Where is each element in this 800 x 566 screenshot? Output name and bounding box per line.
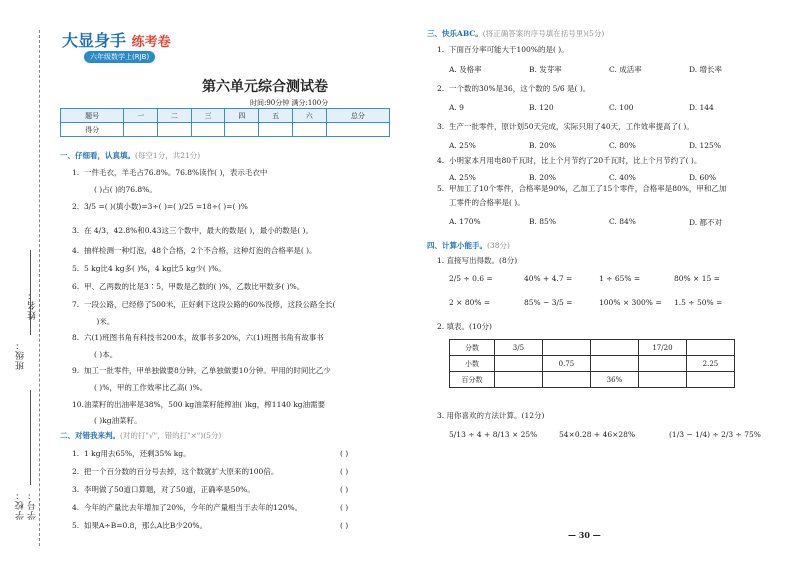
section-3-title: 三、快乐ABC。(将正确答案的序号填在括号里)(5分) xyxy=(427,29,605,38)
choice-option[interactable]: C. 40% xyxy=(609,173,636,182)
question-text: 在 4/3，42.8%和0.43这三个数中，最大的数是( )，最小的数是( )。 xyxy=(84,226,313,235)
question-text: 六(1)班图书角有科技书200本，故事书多20%，六(1)班图书角有故事书 xyxy=(84,333,324,342)
judge-question xyxy=(72,503,302,513)
judge-question xyxy=(72,521,207,531)
table-cell[interactable] xyxy=(542,340,590,356)
question-text: 今年的产量比去年增加了20%，今年的产量相当于去年的120%。 xyxy=(84,503,303,512)
exam-meta: 时间:90分钟 满分:100分 xyxy=(250,99,329,107)
question-text: 如果A÷B=0.8，那么A比B少20%。 xyxy=(84,521,208,530)
score-header: 五 xyxy=(259,109,293,123)
judge-question xyxy=(72,485,255,495)
fill-question xyxy=(82,185,157,195)
question-text: 甲加工了10个零件，合格率是90%，乙加工了15个零件，合格率是80%，甲和乙加 xyxy=(449,184,727,193)
fill-question xyxy=(72,366,331,376)
fill-question xyxy=(72,400,325,410)
question-number: 10. xyxy=(72,400,84,409)
question-number: 9. xyxy=(72,366,80,375)
question-text: 加工一批零件，甲单独做要8分钟，乙单独做要10分钟。甲用的时间比乙少 xyxy=(84,366,331,375)
id-label: 学号： xyxy=(28,490,38,520)
choice-option[interactable]: D. 144 xyxy=(689,103,714,112)
question-text: ( )本。 xyxy=(94,350,118,359)
choice-option[interactable]: D. 60% xyxy=(689,173,717,182)
score-header: 六 xyxy=(292,109,326,123)
question-number: 4. xyxy=(437,156,445,165)
question-text: 3/5 =( )(填小数)=3÷( )=( )/25 =18÷( )=( )% xyxy=(84,202,248,211)
table-cell[interactable] xyxy=(542,372,590,388)
calc-item: 1 ÷ 65% = xyxy=(599,274,641,283)
table-cell[interactable]: 17/20 xyxy=(638,340,686,356)
fill-question xyxy=(72,168,267,178)
answer-paren[interactable]: ( ) xyxy=(340,449,349,458)
table-cell[interactable] xyxy=(494,372,542,388)
conversion-table xyxy=(449,339,735,388)
table-cell[interactable]: 3/5 xyxy=(494,340,542,356)
table-cell[interactable] xyxy=(494,356,542,372)
score-cell[interactable] xyxy=(124,123,158,137)
table-cell[interactable]: 36% xyxy=(590,372,638,388)
question-number: 8. xyxy=(72,333,80,342)
choice-option[interactable]: C. 84% xyxy=(609,217,636,226)
section-4-title: 四、计算小能手。(38分) xyxy=(427,241,510,250)
question-number: 6. xyxy=(72,282,80,291)
choice-question xyxy=(437,84,590,94)
fill-question xyxy=(72,333,324,343)
question-number: 7. xyxy=(72,300,80,309)
score-cell[interactable] xyxy=(326,123,389,137)
choice-option[interactable]: D. 都不对 xyxy=(689,218,723,227)
question-text: 把一个百分数的百分号去掉，这个数就扩大原来的100倍。 xyxy=(84,467,279,476)
question-number: 4. xyxy=(72,503,80,512)
calc-expression: 54×0.28 + 46×28% xyxy=(559,430,636,439)
choice-option[interactable]: A. 及格率 xyxy=(449,65,482,74)
calc-q1: 1. 直接写出得数。(8分) xyxy=(437,256,518,265)
table-cell[interactable]: 0.75 xyxy=(542,356,590,372)
question-text: 生产一批零件，原计划50天完成，实际只用了40天，工作效率提高了( )。 xyxy=(449,122,694,131)
question-number: 2. xyxy=(437,84,445,93)
question-text: 5 kg比4 kg多( )%，4 kg比5 kg少( )%。 xyxy=(84,264,226,273)
question-text: 下面百分率可能大于100%的是( )。 xyxy=(449,45,569,54)
judge-question xyxy=(72,449,191,459)
question-number: 2. xyxy=(72,467,80,476)
question-text: 一件毛衣，羊毛占76.8%。76.8%读作( )，表示毛衣中 xyxy=(84,168,268,177)
fill-question xyxy=(72,202,248,212)
calc-expression: (1/3 − 1/4) ÷ 2/3 ÷ 75% xyxy=(669,430,761,439)
question-continued: 工零件的合格率是( )。 xyxy=(449,198,525,207)
brand-subtitle: 六年级数学上(RJB) xyxy=(84,51,155,63)
calc-item: 100% × 300% = xyxy=(599,298,662,307)
table-cell[interactable] xyxy=(686,372,734,388)
name-label: 姓名： xyxy=(28,290,38,320)
table-cell[interactable] xyxy=(590,340,638,356)
score-header: 题号 xyxy=(61,109,124,123)
answer-paren[interactable]: ( ) xyxy=(340,467,349,476)
question-text: )米。 xyxy=(94,317,115,326)
table-cell[interactable]: 2.25 xyxy=(686,356,734,372)
choice-question xyxy=(437,156,701,166)
score-table xyxy=(60,108,390,137)
calc-item: 40% + 4.7 = xyxy=(524,274,573,283)
fill-question xyxy=(72,246,317,256)
choice-option[interactable]: A. 9 xyxy=(449,103,464,112)
choice-option[interactable]: B. 85% xyxy=(529,217,556,226)
question-text: 一个数的30%是36，这个数的 5/6 是( )。 xyxy=(449,84,591,93)
fill-question xyxy=(72,226,313,236)
question-number: 1. xyxy=(72,449,80,458)
cut-line xyxy=(39,30,40,546)
school-field[interactable] xyxy=(30,390,31,485)
table-row-label: 百分数 xyxy=(450,372,495,388)
question-number: 1. xyxy=(437,45,445,54)
question-number: 5. xyxy=(72,264,80,273)
table-row-label: 分数 xyxy=(450,340,495,356)
table-cell[interactable] xyxy=(686,340,734,356)
choice-question xyxy=(437,45,569,55)
choice-option[interactable]: A. 170% xyxy=(449,217,481,226)
fill-question xyxy=(72,300,335,310)
calc-q3: 3. 用你喜欢的方法计算。(12分) xyxy=(437,411,545,420)
calc-item: 2/5 ÷ 0.6 = xyxy=(449,274,493,283)
question-text: 一段公路，已经修了500米，正好剩下这段公路的60%没修，这段公路全长( xyxy=(84,300,336,309)
score-header: 三 xyxy=(191,109,225,123)
choice-option[interactable]: A. 25% xyxy=(449,173,476,182)
choice-option[interactable]: B. 20% xyxy=(529,141,556,150)
table-cell[interactable] xyxy=(638,356,686,372)
question-number: 5. xyxy=(72,521,80,530)
choice-option[interactable]: B. 120 xyxy=(529,103,554,112)
brand-logo: 大显身手 练考卷 xyxy=(62,31,171,50)
judge-question xyxy=(72,467,278,477)
table-row-label: 小数 xyxy=(450,356,495,372)
score-header: 总分 xyxy=(326,109,389,123)
choice-question xyxy=(437,122,694,132)
fill-question xyxy=(82,317,114,327)
choice-option[interactable]: C. 100 xyxy=(609,103,634,112)
table-cell[interactable] xyxy=(638,372,686,388)
calc-item: 2 × 80% = xyxy=(449,298,491,307)
question-number: 1. xyxy=(72,168,80,177)
score-header: 四 xyxy=(225,109,259,123)
question-number: 2. xyxy=(72,202,80,211)
answer-paren[interactable]: ( ) xyxy=(340,485,349,494)
fill-question xyxy=(82,416,142,426)
question-text: 甲、乙两数的比是3∶5，甲数是乙数的( )%，乙数比甲数多( )%。 xyxy=(84,282,305,291)
score-cell[interactable] xyxy=(259,123,293,137)
calc-expression: 5/13 ÷ 4 + 8/13 × 25% xyxy=(449,430,538,439)
question-text: ( )占( )的76.8%。 xyxy=(94,185,157,194)
binding-margin xyxy=(0,0,56,566)
question-text: ( )%，甲的工作效率比乙高( )%。 xyxy=(94,383,208,392)
score-cell[interactable] xyxy=(191,123,225,137)
table-cell[interactable] xyxy=(590,356,638,372)
question-text: 小明家本月用电80千瓦时，比上个月节约了20千瓦时，比上个月节约了( )。 xyxy=(449,156,702,165)
choice-option[interactable]: C. 80% xyxy=(609,141,636,150)
choice-option[interactable]: A. 25% xyxy=(449,141,476,150)
fill-question xyxy=(82,383,207,393)
question-text: 1 kg用去65%，还剩35% kg。 xyxy=(84,449,191,458)
choice-option[interactable]: D. 增长率 xyxy=(689,65,723,74)
section-2-title: 二、对错我来判。(对的打"√"，错的打"×")(5分) xyxy=(60,431,222,440)
class-label: 班级： xyxy=(16,340,26,370)
choice-option[interactable]: B. 发芽率 xyxy=(529,65,562,74)
calc-q2: 2. 填表。(10分) xyxy=(437,322,492,331)
question-number: 5. xyxy=(437,184,445,193)
score-cell[interactable] xyxy=(225,123,259,137)
fill-question xyxy=(82,350,117,360)
question-text: 油菜籽的出油率是38%，500 kg油菜籽能榨油( )kg，榨1140 kg油需要 xyxy=(84,400,326,409)
answer-paren[interactable]: ( ) xyxy=(340,503,349,512)
page-title: 第六单元综合测试卷 xyxy=(202,79,328,95)
score-cell[interactable] xyxy=(158,123,192,137)
score-header: 二 xyxy=(158,109,192,123)
section-1-title: 一、仔细看，认真填。(每空1分，共21分) xyxy=(60,151,201,160)
score-cell[interactable] xyxy=(292,123,326,137)
school-label: 学校： xyxy=(16,490,26,520)
score-row-label: 得分 xyxy=(61,123,124,137)
question-number: 3. xyxy=(72,226,80,235)
page-number: — 30 — xyxy=(568,530,601,540)
choice-option[interactable]: D. 125% xyxy=(689,141,721,150)
choice-option[interactable]: C. 成活率 xyxy=(609,65,642,74)
question-number: 4. xyxy=(72,246,80,255)
fill-question xyxy=(72,282,304,292)
score-header: 一 xyxy=(124,109,158,123)
choice-option[interactable]: B. 20% xyxy=(529,173,556,182)
question-number: 3. xyxy=(437,122,445,131)
calc-item: 85% − 3/5 = xyxy=(524,298,573,307)
question-text: 抽样检测一种灯泡，48个合格，2个不合格，这种灯泡的合格率是( )。 xyxy=(84,246,317,255)
calc-item: 80% × 15 = xyxy=(674,274,720,283)
question-text: 李明做了50道口算题，对了50道，正确率是50%。 xyxy=(84,485,255,494)
fill-question xyxy=(72,264,226,274)
question-text: ( )kg油菜籽。 xyxy=(94,416,142,425)
question-number: 3. xyxy=(72,485,80,494)
choice-question xyxy=(437,184,726,194)
calc-item: 1.5 ÷ 50% = xyxy=(674,298,723,307)
answer-paren[interactable]: ( ) xyxy=(340,521,349,530)
